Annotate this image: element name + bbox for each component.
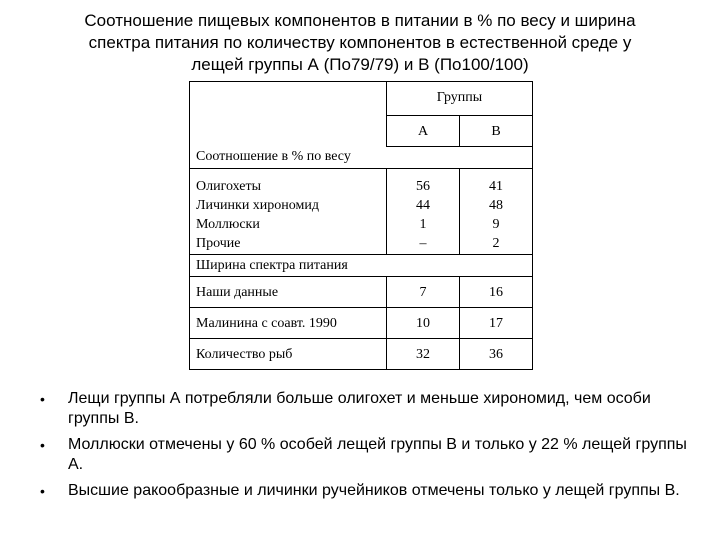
cell-a-oligochaetes: 56 — [416, 179, 430, 194]
weight-values-b — [460, 169, 533, 255]
weight-labels — [190, 169, 387, 255]
cell-b-malinina: 17 — [460, 308, 533, 339]
weight-values-a — [387, 169, 460, 255]
row-label-our-data: Наши данные — [190, 277, 387, 308]
cell-b-chironomids: 48 — [489, 198, 503, 213]
cell-b-fish-count: 36 — [460, 339, 533, 370]
cell-b-molluscs: 9 — [492, 217, 500, 232]
cell-a-fish-count: 32 — [387, 339, 460, 370]
col-header-b: В — [460, 116, 533, 147]
slide-title — [40, 10, 680, 76]
row-label-oligochaetes: Олигохеты — [196, 179, 262, 194]
title-line-3: лещей группы А (По79/79) и В (По100/100) — [191, 55, 529, 74]
cell-b-other: 2 — [492, 236, 500, 251]
groups-header: Группы — [387, 82, 533, 116]
row-label-chironomids: Личинки хирономид — [196, 198, 319, 213]
cell-a-chironomids: 44 — [416, 198, 430, 213]
bullet-text: Высшие ракообразные и личинки ручейников отмечены только у лещей группы В. — [68, 482, 680, 499]
table-corner — [190, 82, 387, 147]
title-line-2: спектра питания по количеству компонентов в естественной среде у — [88, 33, 632, 52]
row-label-other: Прочие — [196, 236, 241, 251]
row-label-fish-count: Количество рыб — [190, 339, 387, 370]
conclusions-list — [36, 389, 696, 507]
bullet-dot: • — [40, 437, 45, 453]
diet-table — [189, 81, 533, 370]
section-spectrum-label: Ширина спектра питания — [190, 255, 533, 277]
cell-b-oligochaetes: 41 — [489, 179, 503, 194]
title-line-1: Соотношение пищевых компонентов в питании в % по весу и ширина — [84, 11, 636, 30]
bullet-item — [36, 481, 696, 501]
section-weight-label: Соотношение в % по весу — [190, 147, 533, 169]
bullet-text: Моллюски отмечены у 60 % особей лещей группы В и только у 22 % лещей группы А. — [68, 436, 687, 473]
cell-a-our-data: 7 — [387, 277, 460, 308]
bullet-text: Лещи группы А потребляли больше олигохет и меньше хирономид, чем особи группы В. — [68, 390, 651, 427]
bullet-item — [36, 389, 696, 429]
bullet-dot: • — [40, 391, 45, 407]
col-header-a: А — [387, 116, 460, 147]
bullet-dot: • — [40, 483, 45, 499]
row-label-malinina: Малинина с соавт. 1990 — [190, 308, 387, 339]
bullet-item — [36, 435, 696, 475]
cell-a-molluscs: 1 — [419, 217, 427, 232]
cell-a-malinina: 10 — [387, 308, 460, 339]
cell-b-our-data: 16 — [460, 277, 533, 308]
cell-a-other: – — [419, 236, 427, 251]
row-label-molluscs: Моллюски — [196, 217, 260, 232]
